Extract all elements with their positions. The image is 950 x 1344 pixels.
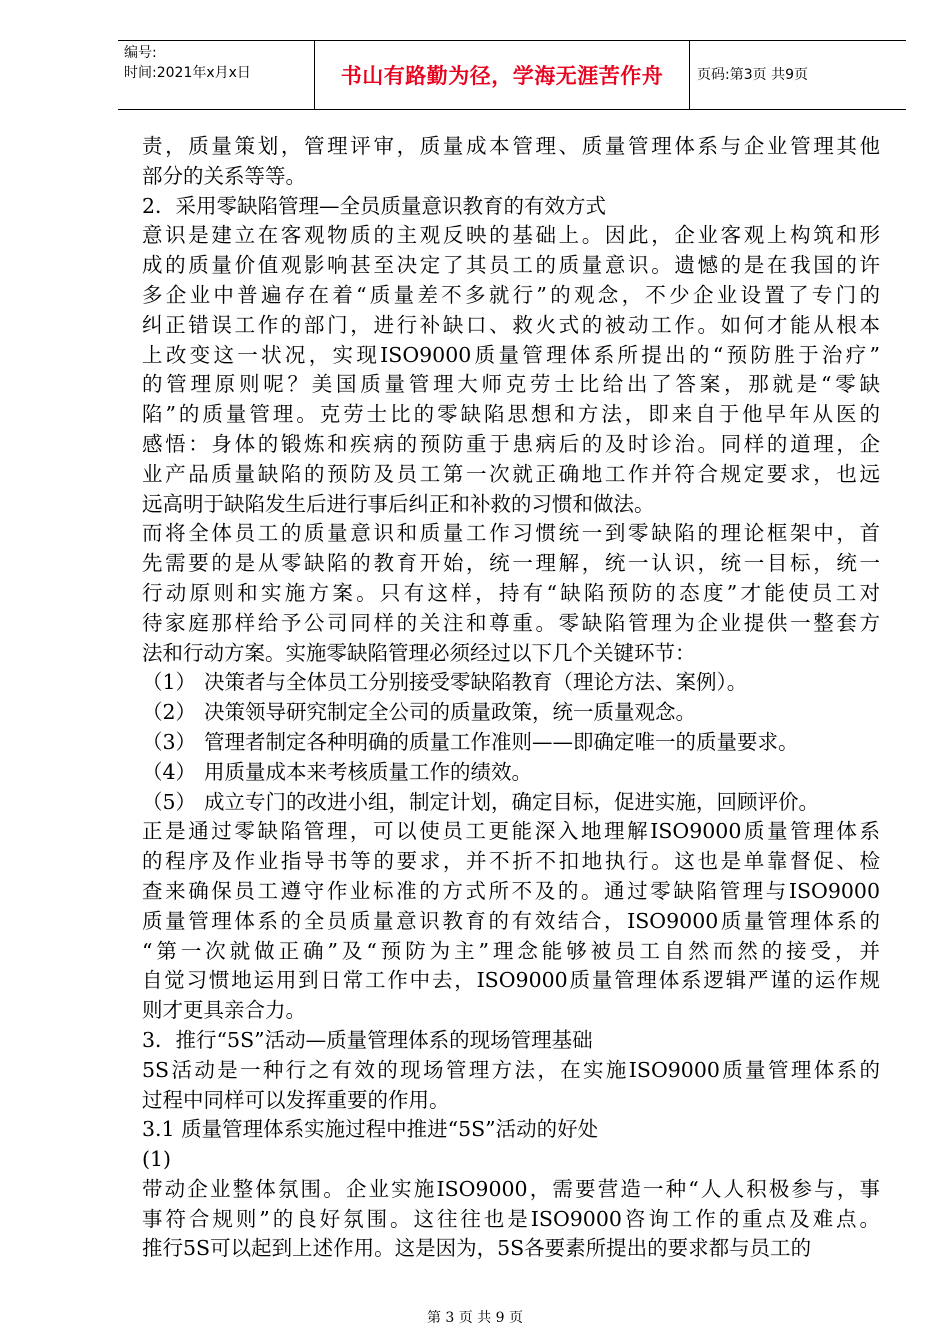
step-item — [142, 758, 880, 788]
paragraph-line: 质量管理体系的全员质量意识教育的有效结合，ISO9000质量管理体系的 — [142, 908, 880, 933]
step-item — [142, 728, 880, 758]
document-body — [142, 132, 880, 1264]
page-info-cell — [689, 41, 906, 109]
paragraph-line: 行动原则和实施方案。只有这样，持有“缺陷预防的态度”才能使员工对 — [142, 580, 880, 605]
paragraph-line: 5S活动是一种行之有效的现场管理方法，在实施ISO9000质量管理体系的 — [142, 1057, 880, 1082]
header-page-info: 页码:第3页 共9页 — [697, 67, 808, 83]
step-number: （2） — [142, 700, 197, 725]
paragraph-line: 感悟：身体的锻炼和疾病的预防重于患病后的及时诊治。同样的道理，企 — [142, 431, 880, 456]
step-number: （4） — [142, 759, 197, 784]
paragraph-line: 上改变这一状况，实现ISO9000质量管理体系所提出的“预防胜于治疗” — [142, 342, 880, 367]
paragraph-line: 3．推行“5S”活动—质量管理体系的现场管理基础 — [142, 1027, 593, 1052]
step-text: 决策者与全体员工分别接受零缺陷教育（理论方法、案例）。 — [204, 670, 748, 695]
paragraph-line: 法和行动方案。实施零缺陷管理必须经过以下几个关键环节： — [142, 640, 696, 665]
paragraph-line: 的管理原则呢？美国质量管理大师克劳士比给出了答案，那就是“零缺 — [142, 372, 880, 397]
step-number: （5） — [142, 789, 197, 814]
step-number: （1） — [142, 670, 197, 695]
paragraph-line: 则才更具亲合力。 — [142, 998, 306, 1023]
step-text: 用质量成本来考核质量工作的绩效。 — [204, 759, 532, 784]
paragraph-line: 先需要的是从零缺陷的教育开始，统一理解，统一认识，统一目标，统一 — [142, 551, 880, 576]
paragraph-line: “第一次就做正确”及“预防为主”理念能够被员工自然而然的接受，并 — [142, 938, 880, 963]
paragraph-line: 的程序及作业指导书等的要求，并不折不扣地执行。这也是单靠督促、检 — [142, 849, 880, 874]
paragraph-line: 过程中同样可以发挥重要的作用。 — [142, 1087, 450, 1112]
paragraph-line: (1) — [142, 1147, 172, 1172]
paragraph-line: 意识是建立在客观物质的主观反映的基础上。因此，企业客观上构筑和形 — [142, 223, 880, 248]
document-header — [118, 40, 906, 110]
paragraph-line: 责，质量策划，管理评审，质量成本管理、质量管理体系与企业管理其他 — [142, 134, 880, 158]
paragraph-line: 成的质量价值观影响甚至决定了其员工的质量意识。遗憾的是在我国的许 — [142, 253, 880, 278]
time-label: 时间:2021年x月x日 — [124, 65, 251, 81]
step-item — [142, 788, 880, 818]
paragraph-line: 自觉习惯地运用到日常工作中去，ISO9000质量管理体系逻辑严谨的运作规 — [142, 968, 880, 993]
step-text: 管理者制定各种明确的质量工作准则——即确定唯一的质量要求。 — [204, 729, 799, 754]
paragraph-line: 纠正错误工作的部门，进行补缺口、救火式的被动工作。如何才能从根本 — [142, 312, 880, 337]
paragraph-line: 多企业中普遍存在着“质量差不多就行”的观念，不少企业设置了专门的 — [142, 282, 880, 307]
paragraph-line: 查来确保员工遵守作业标准的方式所不及的。通过零缺陷管理与ISO9000 — [142, 878, 880, 903]
number-label: 编号: — [124, 45, 157, 61]
paragraph-line: 部分的关系等等。 — [142, 163, 306, 188]
step-text: 决策领导研究制定全公司的质量政策，统一质量观念。 — [204, 700, 696, 725]
paragraph-line: 3.1 质量管理体系实施过程中推进“5S”活动的好处 — [142, 1117, 599, 1142]
paragraph-line: 事符合规则”的良好氛围。这往往也是ISO9000咨询工作的重点及难点。 — [142, 1206, 880, 1231]
step-item — [142, 668, 880, 698]
header-motto: 书山有路勤为径，学海无涯苦作舟 — [340, 64, 664, 88]
paragraph-line: 远高明于缺陷发生后进行事后纠正和补救的习惯和做法。 — [142, 491, 655, 516]
paragraph-line: 正是通过零缺陷管理，可以使员工更能深入地理解ISO9000质量管理体系 — [142, 819, 880, 844]
motto-cell — [314, 41, 690, 109]
step-item — [142, 698, 880, 728]
paragraph-line: 2．采用零缺陷管理—全员质量意识教育的有效方式 — [142, 193, 607, 218]
paragraph-line: 业产品质量缺陷的预防及员工第一次就正确地工作并符合规定要求，也远 — [142, 461, 880, 486]
paragraph-line: 推行5S可以起到上述作用。这是因为，5S各要素所提出的要求都与员工的 — [142, 1236, 812, 1261]
page-footer: 第 3 页 共 9 页 — [426, 1310, 524, 1326]
step-text: 成立专门的改进小组，制定计划，确定目标，促进实施，回顾评价。 — [204, 789, 819, 814]
paragraph-line: 而将全体员工的质量意识和质量工作习惯统一到零缺陷的理论框架中，首 — [142, 521, 880, 546]
paragraph-line: 带动企业整体氛围。企业实施ISO9000，需要营造一种“人人积极参与，事 — [142, 1176, 880, 1201]
header-meta-cell — [118, 41, 314, 109]
step-number: （3） — [142, 729, 197, 754]
paragraph-line: 陷”的质量管理。克劳士比的零缺陷思想和方法，即来自于他早年从医的 — [142, 402, 880, 427]
paragraph-line: 待家庭那样给予公司同样的关注和尊重。零缺陷管理为企业提供一整套方 — [142, 610, 880, 635]
